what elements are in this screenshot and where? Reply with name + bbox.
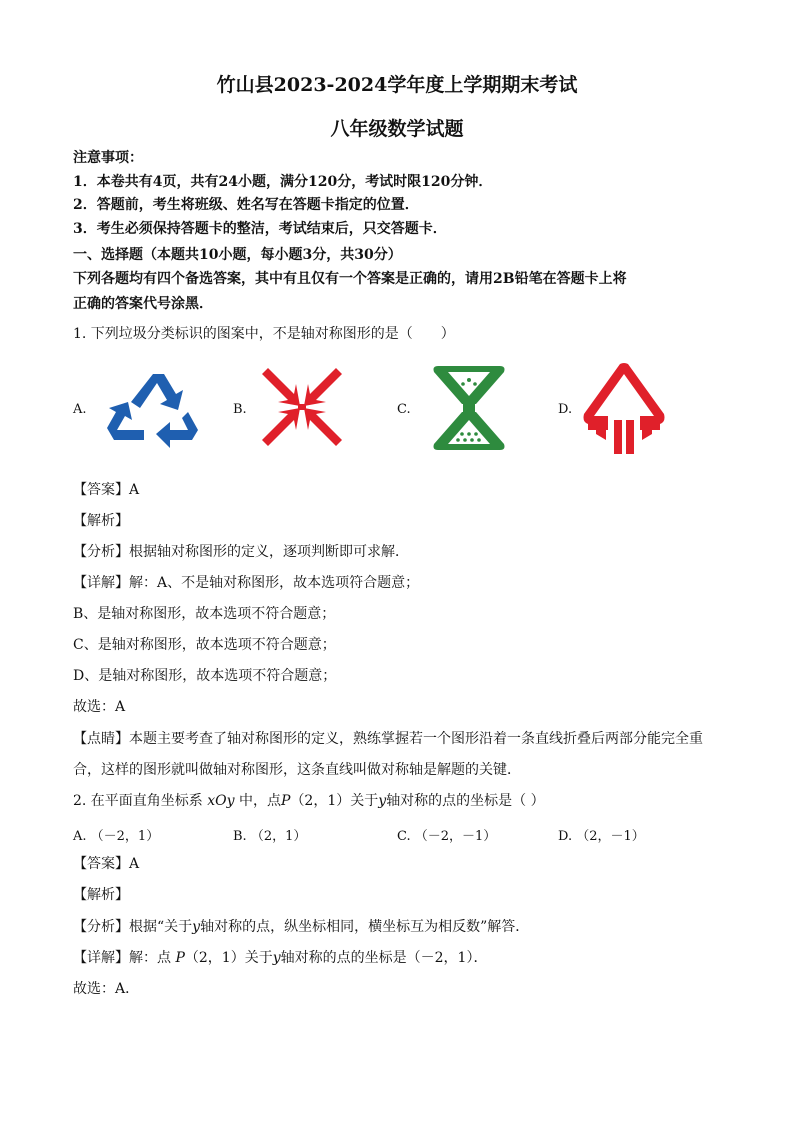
q1-analysis: 【分析】根据轴对称图形的定义，逐项判断即可求解． [73, 544, 409, 560]
q1-conclusion: 故选：A [73, 699, 126, 715]
q2-choice-c: C. （－2，－1） [397, 829, 497, 844]
q2-analysis: 【分析】根据“关于y轴对称的点，纵坐标相同，横坐标互为相反数”解答． [73, 919, 530, 935]
q1-analysis-head: 【解析】 [73, 513, 129, 529]
other-waste-icon [582, 362, 666, 456]
q1-option-a-label: A. [73, 402, 87, 417]
q2-stem: 2. 在平面直角坐标系 xOy 中，点P（2，1）关于y轴对称的点的坐标是（ ） [73, 793, 545, 809]
exam-subtitle: 八年级数学试题 [330, 118, 464, 140]
notice-heading: 注意事项： [73, 150, 143, 166]
q1-detail: 【详解】解：A、不是轴对称图形，故本选项符合题意； [73, 575, 420, 591]
q1-option-c-label: C. [397, 402, 411, 417]
q2-analysis-head: 【解析】 [73, 887, 129, 903]
q1-detail-b: B、是轴对称图形，故本选项不符合题意； [73, 606, 336, 622]
q1-option-b-label: B. [233, 402, 247, 417]
q2-conclusion: 故选：A． [73, 981, 140, 997]
q2-detail: 【详解】解：点 P（2，1）关于y轴对称的点的坐标是（－2，1）． [73, 950, 488, 966]
notice-item-1: 1．本卷共有4页，共有24小题，满分120分，考试时限120分钟． [73, 174, 493, 190]
q1-stem: 1. 下列垃圾分类标识的图案中，不是轴对称图形的是（ ） [73, 326, 455, 342]
notice-item-2: 2．答题前，考生将班级、姓名写在答题卡指定的位置． [73, 197, 419, 213]
q2-choice-b: B. （2，1） [233, 829, 307, 844]
recycle-icon [104, 370, 202, 454]
q1-detail-c: C、是轴对称图形，故本选项不符合题意； [73, 637, 336, 653]
q2-choice-a: A. （－2，1） [73, 829, 160, 844]
section-heading: 一、选择题（本题共10小题，每小题3分，共30分） [73, 247, 402, 263]
q1-comment-line-1: 【点睛】本题主要考查了轴对称图形的定义，熟练掌握若一个图形沿着一条直线折叠后两部分能完全重 [73, 731, 703, 747]
q1-answer: 【答案】A [73, 482, 140, 498]
q1-option-d-label: D. [558, 402, 573, 417]
q1-comment-line-2: 合，这样的图形就叫做轴对称图形，这条直线叫做对称轴是解题的关键． [73, 762, 521, 778]
notice-item-3: 3．考生必须保持答题卡的整洁，考试结束后，只交答题卡． [73, 221, 447, 237]
section-instruction-2: 正确的答案代号涂黑． [73, 296, 213, 312]
hourglass-icon [432, 364, 506, 452]
q2-answer: 【答案】A [73, 856, 140, 872]
hazard-cross-icon [258, 366, 346, 448]
section-instruction-1: 下列各题均有四个备选答案，其中有且仅有一个答案是正确的，请用2B铅笔在答题卡上将 [73, 271, 627, 287]
q1-detail-d: D、是轴对称图形，故本选项不符合题意； [73, 668, 337, 684]
q2-choice-d: D. （2，－1） [558, 829, 645, 844]
exam-title: 竹山县2023-2024学年度上学期期末考试 [216, 74, 578, 96]
